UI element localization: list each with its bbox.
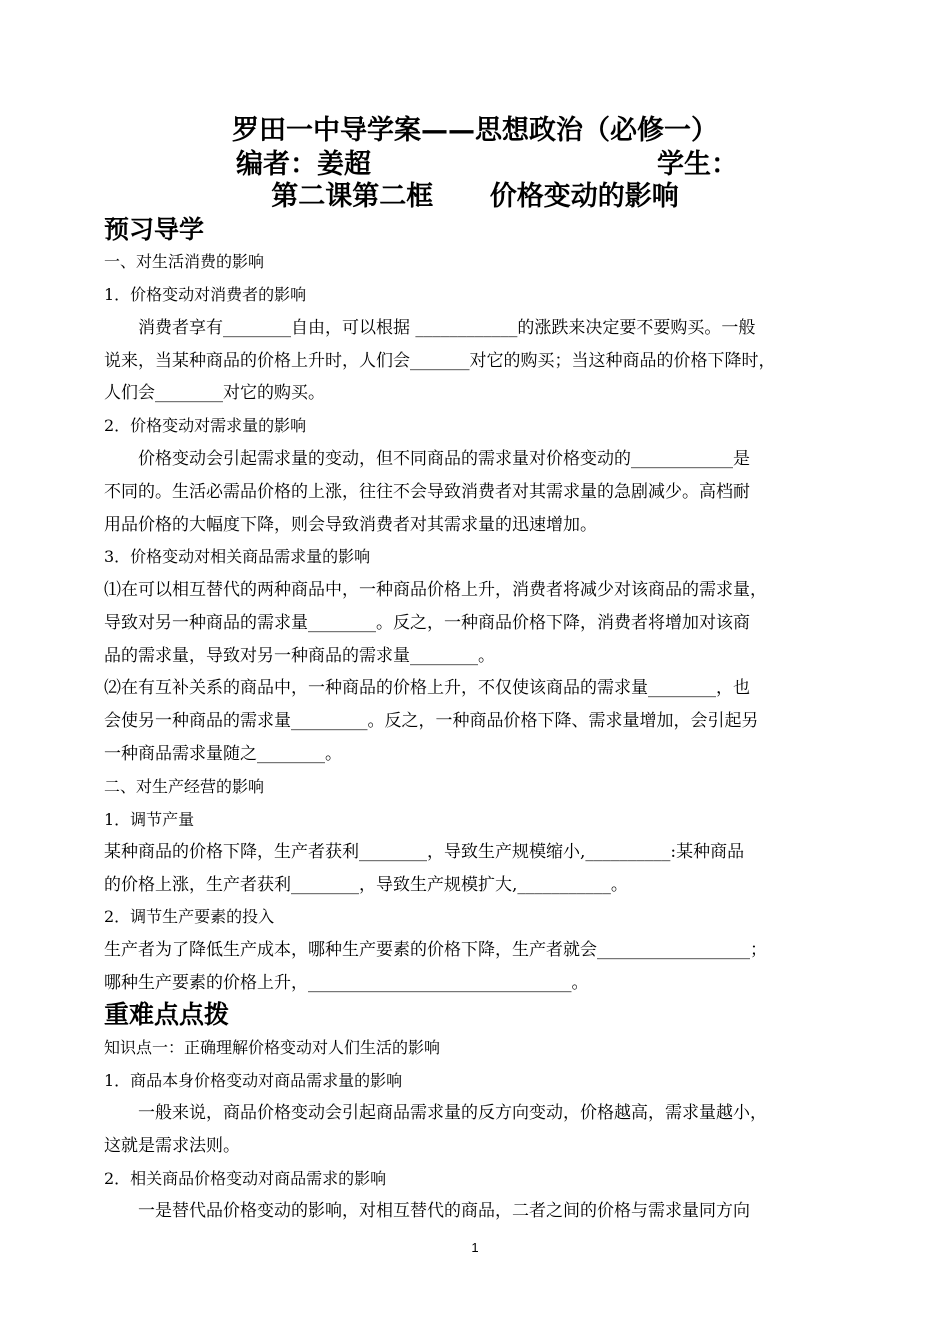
text-line: 一是替代品价格变动的影响，对相互替代的商品，二者之间的价格与需求量同方向	[104, 1201, 750, 1221]
text-line: 生产者为了降低生产成本，哪种生产要素的价格下降，生产者就会__________________；	[104, 940, 767, 960]
text-line: 不同的。生活必需品价格的上涨，往往不会导致消费者对其需求量的急剧减少。高档耐	[104, 482, 750, 502]
text-line: 某种商品的价格下降，生产者获利________，导致生产规模缩小,__________:某种商品	[104, 842, 745, 862]
text-line: 1．商品本身价格变动对商品需求量的影响	[104, 1071, 403, 1090]
text-line: ⑵在有互补关系的商品中，一种商品的价格上升，不仅使该商品的需求量________，也	[104, 678, 750, 698]
text-line: 2．调节生产要素的投入	[104, 907, 275, 926]
text-line: 品的需求量，导致对另一种商品的需求量________。	[104, 646, 495, 666]
text-line: 2．价格变动对需求量的影响	[104, 416, 307, 435]
section-heading-key-points: 重难点点拨	[104, 1000, 230, 1029]
text-line: 这就是需求法则。	[104, 1136, 240, 1156]
text-line: 的价格上涨，生产者获利________，导致生产规模扩大,___________。	[104, 875, 628, 895]
text-line: 用品价格的大幅度下降，则会导致消费者对其需求量的迅速增加。	[104, 515, 597, 535]
text-line: 1．价格变动对消费者的影响	[104, 285, 307, 304]
text-line: 哪种生产要素的价格上升，_______________________________。	[104, 973, 589, 993]
page-number: 1	[471, 1240, 479, 1255]
text-line: 导致对另一种商品的需求量________。反之，一种商品价格下降，消费者将增加对该商	[104, 613, 750, 633]
author-label: 编者：姜超	[236, 149, 371, 180]
text-line: 1．调节产量	[104, 810, 195, 829]
text-line: 一种商品需求量随之________。	[104, 744, 342, 764]
section-heading-preview: 预习导学	[104, 215, 205, 244]
student-label: 学生：	[657, 149, 738, 180]
text-line: 3．价格变动对相关商品需求量的影响	[104, 547, 371, 566]
text-line: 说来，当某种商品的价格上升时，人们会_______对它的购买；当这种商品的价格下降时，	[104, 351, 776, 371]
document-title: 罗田一中导学案——思想政治（必修一）	[232, 115, 718, 146]
text-line: 知识点一：正确理解价格变动对人们生活的影响	[104, 1038, 441, 1057]
text-line: 会使另一种商品的需求量_________。反之，一种商品价格下降、需求量增加，会引起另	[104, 711, 759, 731]
text-line: 一般来说，商品价格变动会引起商品需求量的反方向变动，价格越高，需求量越小，	[104, 1103, 767, 1123]
text-line: 二、对生产经营的影响	[104, 777, 265, 796]
lesson-title: 第二课第二框 价格变动的影响	[271, 181, 679, 212]
text-line: 消费者享有________自由，可以根据 ____________的涨跌来决定要不要购买。一般	[104, 318, 756, 338]
text-line: 人们会________对它的购买。	[104, 383, 325, 403]
text-line: 2．相关商品价格变动对商品需求的影响	[104, 1169, 387, 1188]
text-line: ⑴在可以相互替代的两种商品中，一种商品价格上升，消费者将减少对该商品的需求量，	[104, 580, 767, 600]
text-line: 一、对生活消费的影响	[104, 252, 265, 271]
text-line: 价格变动会引起需求量的变动，但不同商品的需求量对价格变动的____________是	[104, 449, 750, 469]
